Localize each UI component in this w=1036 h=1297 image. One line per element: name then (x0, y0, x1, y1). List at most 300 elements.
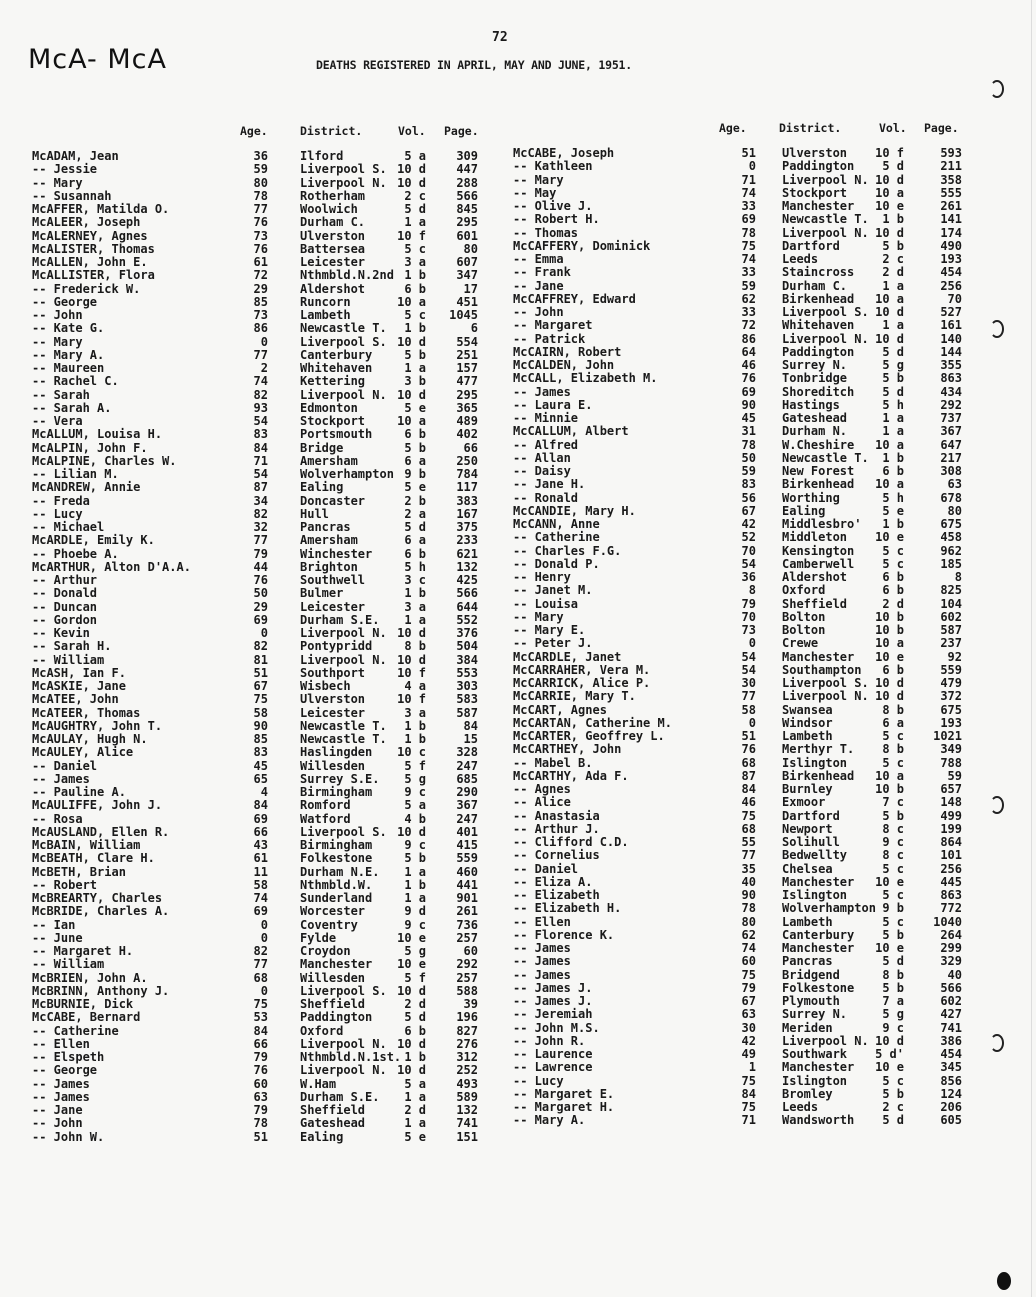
entry-age: 58 (741, 702, 756, 717)
entry-name: McALLEN, John E. (32, 255, 148, 269)
entry-name: -- Eliza A. (513, 874, 593, 889)
entry-name: McALISTER, Thomas (32, 241, 155, 256)
entry-name: -- Donald P. (513, 556, 600, 571)
entry-name: -- Minnie (513, 411, 579, 425)
entry-age: 0 (260, 626, 268, 640)
entry-district: Lambeth (782, 729, 833, 743)
entry-name: -- Elspeth (32, 1050, 105, 1064)
page-edge (1031, 0, 1032, 1297)
entry-vol: 10 d (875, 676, 904, 690)
table-row (513, 823, 973, 836)
entry-page: 489 (456, 414, 478, 428)
entry-age: 74 (253, 891, 268, 905)
entry-district: Durham C. (300, 215, 366, 230)
entry-district: Bridge (300, 440, 344, 455)
entry-name: -- James J. (513, 980, 593, 995)
table-row (32, 1117, 492, 1130)
entry-page: 185 (940, 556, 962, 571)
entry-district: Leicester (300, 705, 366, 720)
entry-page: 309 (456, 149, 478, 163)
entry-vol: 6 b (882, 464, 904, 478)
table-row (32, 548, 492, 561)
entry-page: 736 (456, 917, 478, 932)
entry-page: 602 (940, 609, 962, 624)
table-row (32, 932, 492, 945)
entry-age: 30 (741, 676, 756, 690)
table-row (32, 813, 492, 826)
entry-district: Gateshead (782, 411, 848, 425)
table-row (32, 309, 492, 322)
entry-page: 290 (456, 785, 478, 799)
entry-name: -- Arthur J. (513, 821, 600, 836)
entry-page: 367 (456, 798, 478, 813)
entry-vol: 6 a (404, 453, 426, 468)
entry-vol: 10 d (397, 1036, 426, 1051)
table-row (32, 866, 492, 879)
entry-age: 73 (253, 308, 268, 322)
entry-district: Fylde (300, 930, 337, 945)
entry-page: 80 (463, 241, 478, 256)
header-vol: Vol. (398, 124, 426, 138)
entry-vol: 10 d (875, 305, 904, 319)
table-row (513, 293, 973, 306)
entry-name: McBETH, Brian (32, 864, 126, 879)
table-row (513, 889, 973, 902)
header-district: District. (779, 121, 842, 135)
entry-vol: 5 c (882, 861, 904, 876)
entry-name: -- John (32, 308, 83, 322)
table-row (513, 1008, 973, 1021)
table-row (32, 322, 492, 335)
entry-district: Woolwich (300, 202, 358, 216)
entry-page: 441 (456, 877, 478, 892)
table-row (513, 863, 973, 876)
entry-district: Middlesbro' (782, 517, 862, 531)
entry-district: Aldershot (782, 570, 848, 584)
entry-name: McAULEY, Alice (32, 745, 134, 760)
entry-page: 566 (940, 980, 962, 995)
entry-name: -- Olive J. (513, 199, 593, 213)
entry-list (32, 150, 492, 1144)
entry-vol: 1 a (404, 1089, 426, 1104)
entry-age: 55 (741, 835, 756, 849)
entry-district: Durham N. (782, 424, 848, 439)
entry-page: 217 (940, 450, 962, 465)
entry-district: Hull (300, 506, 329, 521)
entry-name: McATEER, Thomas (32, 705, 141, 720)
table-row (513, 319, 973, 332)
entry-name: -- Gordon (32, 612, 98, 627)
entry-vol: 10 d (397, 175, 426, 190)
entry-page: 553 (456, 665, 478, 680)
entry-page: 415 (456, 838, 478, 852)
entry-age: 69 (741, 212, 756, 227)
entry-page: 328 (456, 745, 478, 760)
table-row (32, 256, 492, 269)
entry-vol: 5 e (404, 400, 426, 415)
entry-district: Canterbury (782, 927, 855, 942)
entry-name: McAULAY, Hugh N. (32, 732, 148, 746)
entry-vol: 5 c (882, 914, 904, 929)
entry-vol: 10 a (875, 437, 904, 452)
entry-district: Gateshead (300, 1116, 366, 1131)
entry-age: 90 (253, 718, 268, 733)
table-row (32, 760, 492, 773)
entry-page: 6 (470, 321, 478, 336)
entry-age: 90 (741, 397, 756, 412)
entry-page: 161 (940, 318, 962, 333)
header-vol: Vol. (879, 121, 907, 135)
entry-district: Pancras (300, 520, 351, 534)
entry-name: -- Frank (513, 265, 571, 280)
entry-page: 141 (940, 212, 962, 227)
entry-page: 845 (456, 202, 478, 216)
entry-age: 90 (741, 888, 756, 902)
entry-vol: 9 c (882, 835, 904, 849)
table-row (32, 693, 492, 706)
table-row (513, 333, 973, 346)
table-row (32, 203, 492, 216)
table-row (32, 773, 492, 786)
entry-name: McBAIN, William (32, 838, 141, 852)
entry-vol: 6 b (404, 427, 426, 442)
entry-vol: 10 d (397, 824, 426, 839)
entry-page: 358 (940, 172, 962, 187)
entry-district: Winchester (300, 546, 373, 561)
entry-page: 84 (463, 718, 478, 733)
entry-age: 42 (741, 1033, 756, 1048)
entry-page: 605 (940, 1113, 962, 1128)
entry-age: 46 (741, 795, 756, 810)
entry-district: Ealing (782, 503, 826, 518)
table-row (513, 492, 973, 505)
table-row (32, 998, 492, 1011)
entry-vol: 10 f (875, 146, 904, 160)
entry-name: -- Agnes (513, 782, 571, 796)
entry-vol: 1 a (404, 612, 426, 627)
entry-name: McCANDIE, Mary H. (513, 503, 636, 518)
entry-name: McCARRICK, Alice P. (513, 676, 651, 690)
entry-page: 825 (940, 583, 962, 598)
entry-page: 559 (940, 662, 962, 677)
entry-name: McCARTHEY, John (513, 742, 622, 757)
entry-page: 252 (456, 1063, 478, 1078)
entry-name: -- Arthur (32, 573, 98, 587)
table-row (513, 266, 973, 279)
entry-vol: 2 d (404, 997, 426, 1011)
entry-page: 1021 (933, 729, 962, 743)
entry-page: 257 (456, 930, 478, 945)
entry-district: Whitehaven (782, 318, 855, 333)
entry-page: 784 (456, 467, 478, 481)
entry-name: -- Pauline A. (32, 785, 126, 799)
entry-age: 45 (253, 758, 268, 773)
entry-district: Southampton (782, 662, 862, 677)
entry-district: Liverpool S. (300, 824, 387, 839)
entry-age: 79 (253, 546, 268, 561)
entry-name: -- Clifford C.D. (513, 835, 629, 849)
entry-vol: 2 d (882, 596, 904, 611)
entry-age: 64 (741, 344, 756, 359)
entry-page: 63 (947, 477, 962, 492)
entry-page: 347 (456, 268, 478, 283)
entry-district: Pancras (782, 954, 833, 969)
entry-vol: 5 d (882, 344, 904, 359)
entry-name: -- Ellen (32, 1036, 90, 1051)
entry-vol: 3 b (404, 374, 426, 389)
entry-district: Shoreditch (782, 384, 855, 399)
table-row (32, 879, 492, 892)
entry-vol: 5 b (404, 347, 426, 362)
entry-age: 83 (741, 477, 756, 492)
entry-age: 70 (741, 609, 756, 624)
entry-page: 39 (463, 997, 478, 1011)
entry-age: 82 (253, 387, 268, 402)
entry-name: McAUSLAND, Ellen R. (32, 824, 170, 839)
entry-name: McCARTAN, Catherine M. (513, 715, 672, 730)
entry-age: 93 (253, 400, 268, 415)
entry-age: 79 (741, 980, 756, 995)
entry-district: Liverpool S. (300, 334, 387, 349)
entry-page: 1045 (449, 308, 478, 322)
entry-age: 60 (253, 1076, 268, 1091)
entry-page: 206 (940, 1100, 962, 1114)
entry-page: 554 (456, 334, 478, 349)
entry-page: 376 (456, 626, 478, 640)
entry-vol: 10 e (875, 530, 904, 545)
table-row (32, 1051, 492, 1064)
entry-district: Stockport (782, 185, 848, 200)
entry-page: 167 (456, 506, 478, 521)
entry-district: New Forest (782, 464, 855, 478)
entry-vol: 5 e (404, 480, 426, 495)
table-row (513, 955, 973, 968)
entry-age: 75 (253, 997, 268, 1011)
entry-vol: 10 d (397, 626, 426, 640)
entry-vol: 10 d (397, 387, 426, 402)
entry-name: McALLUM, Louisa H. (32, 427, 163, 442)
entry-name: -- Robert (32, 877, 98, 892)
entry-name: -- Daniel (513, 861, 579, 876)
table-row (32, 1025, 492, 1038)
table-row (513, 386, 973, 399)
entry-name: McCAIRN, Robert (513, 344, 622, 359)
entry-page: 292 (456, 957, 478, 972)
entry-district: Doncaster (300, 493, 366, 508)
entry-page: 401 (456, 824, 478, 839)
entry-vol: 10 a (875, 291, 904, 306)
entry-name: -- Emma (513, 252, 564, 266)
entry-vol: 10 d (875, 1033, 904, 1048)
entry-age: 61 (253, 255, 268, 269)
table-row (32, 336, 492, 349)
entry-district: W.Ham (300, 1076, 337, 1091)
entry-vol: 4 b (404, 811, 426, 826)
entry-vol: 5 a (404, 798, 426, 813)
entry-district: Manchester (300, 957, 373, 972)
entry-vol: 10 b (875, 609, 904, 624)
table-row (32, 349, 492, 362)
table-row (513, 518, 973, 531)
entry-name: -- John W. (32, 1129, 105, 1144)
entry-vol: 10 a (875, 768, 904, 783)
entry-age: 54 (253, 467, 268, 481)
entry-page: 196 (456, 1010, 478, 1025)
entry-page: 425 (456, 573, 478, 587)
entry-district: Willesden (300, 758, 366, 773)
entry-vol: 10 a (397, 294, 426, 309)
entry-page: 864 (940, 835, 962, 849)
table-row (513, 770, 973, 783)
entry-district: Stockport (300, 414, 366, 428)
entry-vol: 1 b (404, 718, 426, 733)
table-row (32, 958, 492, 971)
entry-name: -- Freda (32, 493, 90, 508)
entry-name: McALPIN, John F. (32, 440, 148, 455)
entry-vol: 1 a (404, 891, 426, 905)
entry-age: 76 (253, 241, 268, 256)
entry-district: Coventry (300, 917, 358, 932)
entry-vol: 5 c (882, 1073, 904, 1088)
entry-vol: 10 b (875, 782, 904, 796)
table-row (32, 746, 492, 759)
entry-page: 583 (456, 692, 478, 707)
entry-name: -- Lucy (32, 506, 83, 521)
entry-vol: 10 d (397, 652, 426, 667)
entry-age: 29 (253, 599, 268, 614)
entry-district: Liverpool N. (300, 626, 387, 640)
table-row (513, 584, 973, 597)
entry-age: 77 (253, 957, 268, 972)
entry-name: -- Mary (32, 334, 83, 349)
entry-name: -- Jeremiah (513, 1007, 593, 1022)
entry-page: 60 (463, 944, 478, 958)
entry-age: 45 (741, 411, 756, 425)
entry-age: 83 (253, 745, 268, 760)
entry-page: 962 (940, 543, 962, 558)
entry-page: 863 (940, 888, 962, 902)
entry-age: 76 (253, 1063, 268, 1078)
table-row (513, 1075, 973, 1088)
entry-page: 303 (456, 679, 478, 693)
entry-age: 60 (741, 954, 756, 969)
entry-age: 74 (253, 374, 268, 389)
entry-vol: 2 c (404, 188, 426, 203)
entry-vol: 8 b (404, 639, 426, 654)
entry-name: McCAFFREY, Edward (513, 291, 636, 306)
entry-district: Middleton (782, 530, 848, 545)
entry-vol: 5 e (882, 503, 904, 518)
entry-vol: 10 d (397, 1063, 426, 1078)
entry-name: -- Lilian M. (32, 467, 119, 481)
entry-age: 84 (741, 782, 756, 796)
entry-page: 566 (456, 188, 478, 203)
table-row (32, 707, 492, 720)
entry-page: 458 (940, 530, 962, 545)
table-row (513, 810, 973, 823)
table-row (513, 531, 973, 544)
entry-age: 85 (253, 732, 268, 746)
entry-name: McCARDLE, Janet (513, 649, 622, 664)
table-row (513, 253, 973, 266)
entry-age: 75 (741, 1100, 756, 1114)
entry-page: 295 (456, 215, 478, 230)
entry-page: 602 (940, 994, 962, 1008)
entry-page: 276 (456, 1036, 478, 1051)
table-row (32, 243, 492, 256)
entry-vol: 5 d (882, 1113, 904, 1128)
entry-age: 78 (253, 188, 268, 203)
entry-name: -- James J. (513, 994, 593, 1008)
entry-name: McAULIFFE, John J. (32, 798, 163, 813)
table-row (32, 402, 492, 415)
table-row (32, 945, 492, 958)
entry-page: 199 (940, 821, 962, 836)
entry-age: 77 (253, 347, 268, 362)
entry-name: -- Mary (32, 175, 83, 190)
entry-vol: 9 c (404, 838, 426, 852)
table-row (32, 826, 492, 839)
entry-page: 675 (940, 702, 962, 717)
entry-age: 69 (253, 811, 268, 826)
entry-age: 51 (253, 665, 268, 680)
entry-age: 11 (253, 864, 268, 879)
table-row (513, 346, 973, 359)
table-row (513, 796, 973, 809)
entry-district: Haslingden (300, 745, 373, 760)
entry-age: 0 (748, 636, 756, 651)
entry-name: McBEATH, Clare H. (32, 851, 155, 866)
entry-page: 256 (940, 861, 962, 876)
table-row (32, 269, 492, 282)
entry-page: 264 (940, 927, 962, 942)
entry-age: 4 (260, 785, 268, 799)
entry-age: 51 (741, 729, 756, 743)
entry-page: 308 (940, 464, 962, 478)
entry-name: McALEER, Joseph (32, 215, 141, 230)
entry-vol: 3 a (404, 255, 426, 269)
entry-vol: 10 f (397, 692, 426, 707)
entry-district: Liverpool N. (300, 652, 387, 667)
entry-age: 29 (253, 281, 268, 296)
entry-vol: 5 d (404, 1010, 426, 1025)
table-row (513, 664, 973, 677)
entry-vol: 5 c (882, 729, 904, 743)
entry-vol: 10 b (875, 623, 904, 637)
entry-district: Liverpool S. (782, 305, 869, 319)
table-row (513, 942, 973, 955)
table-row (32, 190, 492, 203)
entry-vol: 2 c (882, 1100, 904, 1114)
entry-age: 33 (741, 199, 756, 213)
entry-page: 233 (456, 533, 478, 548)
entry-age: 0 (260, 917, 268, 932)
entry-page: 261 (940, 199, 962, 213)
table-row (513, 677, 973, 690)
table-row (513, 929, 973, 942)
table-row (513, 425, 973, 438)
entry-page: 772 (940, 901, 962, 916)
entry-page: 40 (947, 967, 962, 982)
entry-age: 0 (748, 715, 756, 730)
entry-vol: 9 c (404, 785, 426, 799)
entry-name: -- Allan (513, 450, 571, 465)
entry-district: Manchester (782, 941, 855, 955)
entry-district: Plymouth (782, 994, 840, 1008)
entry-district: Liverpool N. (300, 1063, 387, 1078)
entry-age: 62 (741, 291, 756, 306)
entry-name: McALLISTER, Flora (32, 268, 155, 283)
